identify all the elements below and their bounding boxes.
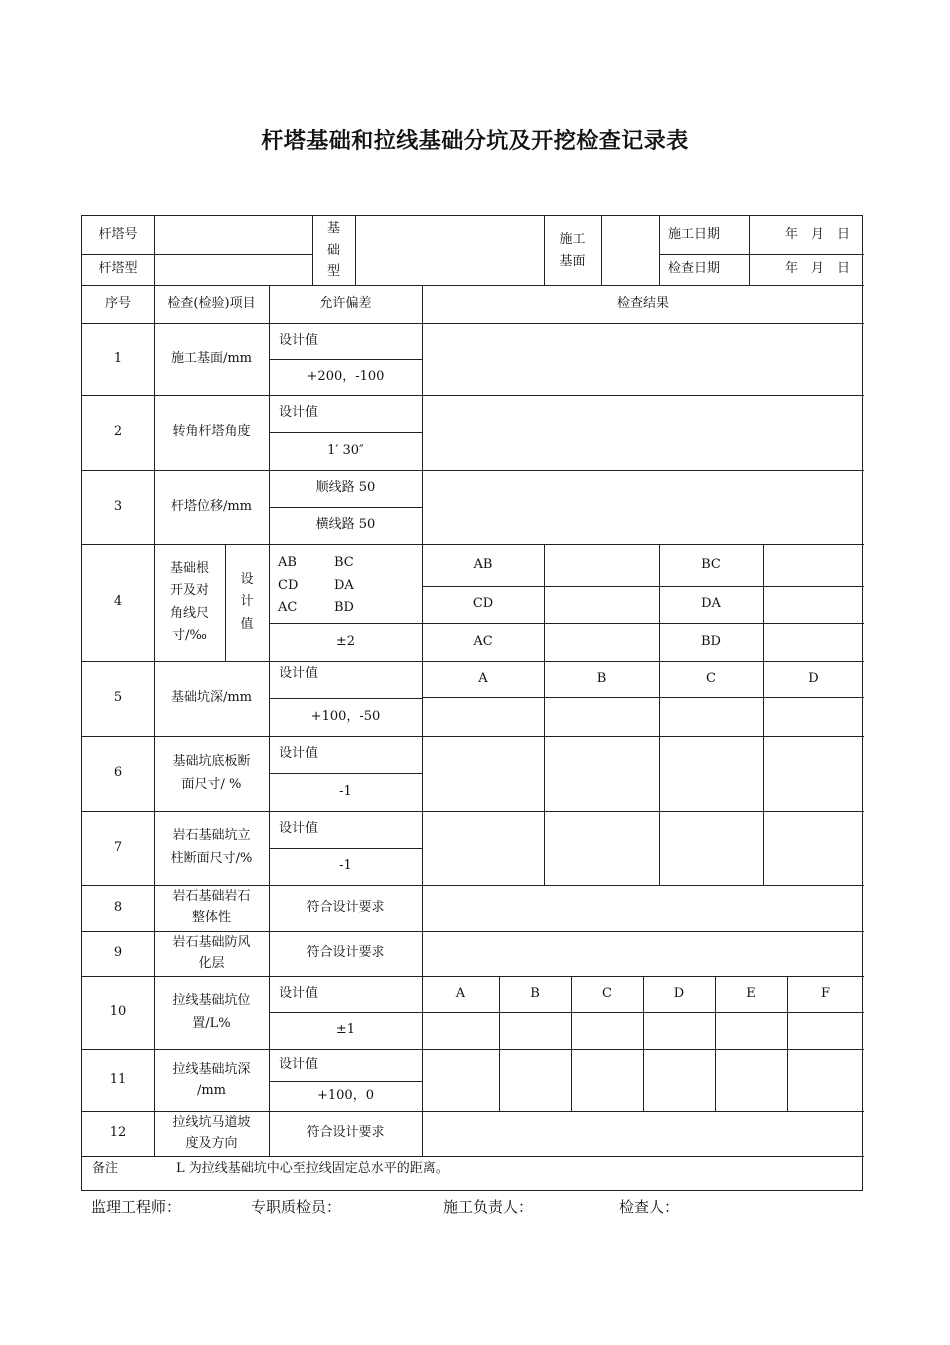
row-11-item: 拉线基础坑深 /mm bbox=[172, 1061, 251, 1098]
construction-base-label: 施工 基面 bbox=[559, 232, 586, 269]
row-10-result-d-label: D bbox=[673, 985, 685, 1001]
row-1-item: 施工基面/mm bbox=[170, 350, 253, 366]
inspection-date-label: 检查日期 bbox=[668, 261, 721, 277]
row-11-tolerance: +100，0 bbox=[317, 1087, 374, 1103]
remarks-text: L 为拉线基础坑中心至拉线固定总水平的距离。 bbox=[176, 1161, 449, 1176]
row-10-result-c-label: C bbox=[602, 985, 612, 1001]
h-line bbox=[422, 697, 864, 698]
row-8-item: 岩石基础岩石 整体性 bbox=[172, 889, 251, 925]
row-5-item: 基础坑深/mm bbox=[170, 690, 253, 706]
v-line bbox=[544, 544, 545, 885]
foundation-type-field[interactable] bbox=[355, 216, 544, 285]
row-11-no: 11 bbox=[109, 1071, 127, 1087]
v-line bbox=[422, 285, 423, 1156]
row-5-no: 5 bbox=[113, 690, 123, 706]
row-4-design-ac: AC bbox=[278, 600, 298, 615]
row-3-tolerance-along-line: 顺线路 50 bbox=[315, 480, 376, 496]
row-4-no: 4 bbox=[113, 594, 123, 610]
row-10-result-f-label: F bbox=[820, 985, 831, 1001]
remarks-label: 备注 bbox=[92, 1161, 119, 1176]
row-5-result-c-label: C bbox=[706, 670, 716, 686]
row-1-tolerance: +200，-100 bbox=[306, 368, 385, 384]
row-7-item: 岩石基础坑立 柱断面尺寸/% bbox=[170, 828, 253, 866]
row-10-result-e-label: E bbox=[746, 985, 756, 1001]
column-header-item: 检查(检验)项目 bbox=[167, 295, 256, 311]
row-10-no: 10 bbox=[109, 1004, 127, 1020]
row-3-no: 3 bbox=[113, 498, 123, 514]
row-9-no: 9 bbox=[113, 945, 123, 961]
row-4-result-bc-label: BC bbox=[701, 556, 721, 572]
supervisor-signature-label: 监理工程师： bbox=[91, 1198, 182, 1216]
inspector-signature-label: 检查人： bbox=[619, 1198, 680, 1216]
page-title: 杆塔基础和拉线基础分坑及开挖检查记录表 bbox=[261, 128, 689, 154]
construction-lead-signature-label: 施工负责人： bbox=[443, 1198, 534, 1216]
row-4-tolerance: ±2 bbox=[335, 633, 356, 649]
row-5-tolerance: +100，-50 bbox=[310, 708, 381, 724]
row-4-design-bc: BC bbox=[334, 555, 354, 570]
row-2-design-label: 设计值 bbox=[279, 405, 319, 421]
construction-date-field[interactable]: 年 月 日 bbox=[785, 226, 851, 242]
row-7-tolerance: -1 bbox=[339, 858, 352, 874]
h-line bbox=[82, 1156, 864, 1157]
row-4-result-ab-label: AB bbox=[473, 556, 493, 572]
v-line bbox=[659, 216, 660, 285]
row-10-item: 拉线基础坑位 置/L% bbox=[172, 992, 251, 1031]
row-5-result-b-label: B bbox=[596, 670, 607, 686]
column-header-tolerance: 允许偏差 bbox=[319, 295, 372, 311]
row-4-design-ab: AB bbox=[278, 555, 297, 570]
row-4-item: 基础根 开及对 角线尺 寸/‰ bbox=[169, 561, 209, 643]
row-10-result-a-label: A bbox=[455, 985, 466, 1001]
row-2-no: 2 bbox=[113, 424, 123, 440]
row-7-design-label: 设计值 bbox=[279, 821, 319, 837]
row-11-design-label: 设计值 bbox=[279, 1056, 319, 1072]
row-10-result-b-label: B bbox=[530, 985, 540, 1001]
row-4-result-cd-label: CD bbox=[472, 596, 494, 612]
tower-no-field[interactable] bbox=[154, 216, 312, 254]
inspection-record-table bbox=[81, 215, 863, 1191]
row-1-design-label: 设计值 bbox=[279, 332, 319, 348]
row-6-tolerance: -1 bbox=[339, 783, 352, 799]
row-6-design-label: 设计值 bbox=[279, 746, 319, 762]
tower-type-field[interactable] bbox=[154, 254, 312, 285]
row-3-tolerance-across-line: 横线路 50 bbox=[315, 517, 376, 533]
row-10-tolerance: ±1 bbox=[335, 1022, 356, 1038]
row-3-item: 杆塔位移/mm bbox=[170, 498, 253, 514]
row-4-result-ac-label: AC bbox=[473, 633, 493, 649]
tower-type-label: 杆塔型 bbox=[98, 261, 138, 277]
v-line bbox=[763, 544, 764, 885]
row-8-no: 8 bbox=[113, 899, 123, 915]
row-1-no: 1 bbox=[113, 350, 123, 366]
construction-base-field[interactable] bbox=[601, 216, 659, 285]
foundation-type-label: 基 础 型 bbox=[326, 221, 340, 280]
inspection-date-field[interactable]: 年 月 日 bbox=[785, 261, 851, 277]
row-4-design-da: DA bbox=[334, 578, 354, 593]
tower-no-label: 杆塔号 bbox=[98, 226, 138, 242]
row-12-item: 拉线坑马道坡 度及方向 bbox=[172, 1114, 251, 1151]
row-12-tolerance: 符合设计要求 bbox=[306, 1125, 385, 1141]
row-9-item: 岩石基础防风 化层 bbox=[172, 934, 251, 971]
column-header-result: 检查结果 bbox=[616, 295, 669, 311]
row-6-no: 6 bbox=[113, 765, 123, 781]
row-5-design-label: 设计值 bbox=[279, 666, 319, 682]
row-7-no: 7 bbox=[113, 839, 123, 855]
row-5-result-a-label: A bbox=[478, 670, 488, 686]
quality-inspector-signature-label: 专职质检员： bbox=[251, 1198, 342, 1216]
row-4-design-cd: CD bbox=[278, 578, 299, 593]
row-6-item: 基础坑底板断 面尺寸/ % bbox=[172, 753, 251, 792]
row-2-tolerance: 1′ 30″ bbox=[327, 442, 364, 458]
row-4-result-bd-label: BD bbox=[701, 633, 721, 649]
v-line bbox=[749, 216, 750, 285]
column-header-seq: 序号 bbox=[104, 295, 131, 311]
row-4-result-da-label: DA bbox=[701, 596, 721, 612]
row-4-design-bd: BD bbox=[334, 600, 354, 615]
row-9-tolerance: 符合设计要求 bbox=[306, 945, 385, 961]
row-5-result-d-label: D bbox=[808, 670, 819, 686]
row-10-design-label: 设计值 bbox=[279, 985, 319, 1001]
row-4-design-sub-label: 设 计 值 bbox=[240, 572, 254, 632]
row-8-tolerance: 符合设计要求 bbox=[306, 899, 385, 915]
row-2-item: 转角杆塔角度 bbox=[172, 424, 251, 440]
construction-date-label: 施工日期 bbox=[668, 226, 721, 242]
row-12-no: 12 bbox=[109, 1125, 127, 1141]
